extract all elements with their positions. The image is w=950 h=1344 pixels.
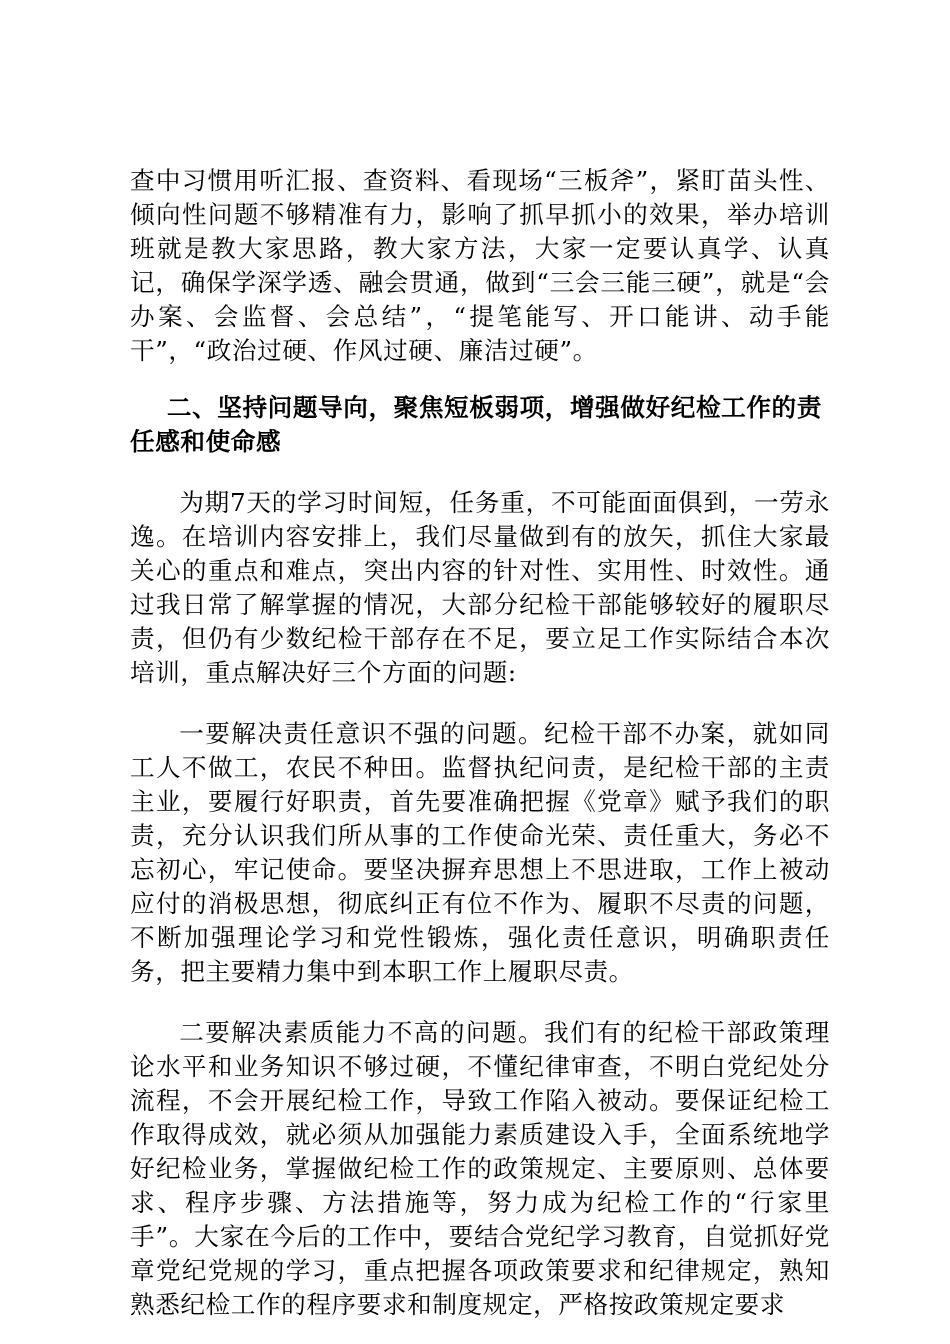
paragraph-second-issue: 二要解决素质能力不高的问题。我们有的纪检干部政策理论水平和业务知识不够过硬，不懂纪律审查，不明白党纪处分流程，不会开展纪检工作，导致工作陷入被动。要保证纪检工作取得成效，就必须从加强能力素质建设入手，全面系统地学好纪检业务，掌握做纪检工作的政策规定、主要原则、总体要求、程序步骤、方法措施等，努力成为纪检工作的“行家里手”。大家在今后的工作中，要结合党纪学习教育，自觉抓好党章党纪党规的学习，重点把握各项政策要求和纪律规定，熟知熟悉纪检工作的程序要求和制度规定，严格按政策规定要求 <box>130 1018 830 1319</box>
paragraph-first-issue: 一要解决责任意识不强的问题。纪检干部不办案，就如同工人不做工，农民不种田。监督执纪问责，是纪检干部的主责主业，要履行好职责，首先要准确把握《党章》赋予我们的职责，充分认识我们所从事的工作使命光荣、责任重大，务必不忘初心，牢记使命。要坚决摒弃思想上不思进取，工作上被动应付的消极思想，彻底纠正有位不作为、履职不尽责的问题，不断加强理论学习和党性锻炼，强化责任意识，明确职责任务，把主要精力集中到本职工作上履职尽责。 <box>130 719 830 986</box>
paragraph-intro: 为期7天的学习时间短，任务重，不可能面面俱到，一劳永逸。在培训内容安排上，我们尽量做到有的放矢，抓住大家最关心的重点和难点，突出内容的针对性、实用性、时效性。通过我日常了解掌握的情况，大部分纪检干部能够较好的履职尽责，但仍有少数纪检干部存在不足，要立足工作实际结合本次培训，重点解决好三个方面的问题: <box>130 488 830 687</box>
paragraph-continued: 查中习惯用听汇报、查资料、看现场“三板斧”，紧盯苗头性、倾向性问题不够精准有力，影响了抓早抓小的效果，举办培训班就是教大家思路，教大家方法，大家一定要认真学、认真记，确保学深学透、融会贯通，做到“三会三能三硬”，就是“会办案、会监督、会总结”，“提笔能写、开口能讲、动手能干”，“政治过硬、作风过硬、廉洁过硬”。 <box>130 166 830 365</box>
section-heading: 二、坚持问题导向，聚焦短板弱项，增强做好纪检工作的责任感和使命感 <box>130 393 822 456</box>
document-page <box>130 164 830 1322</box>
